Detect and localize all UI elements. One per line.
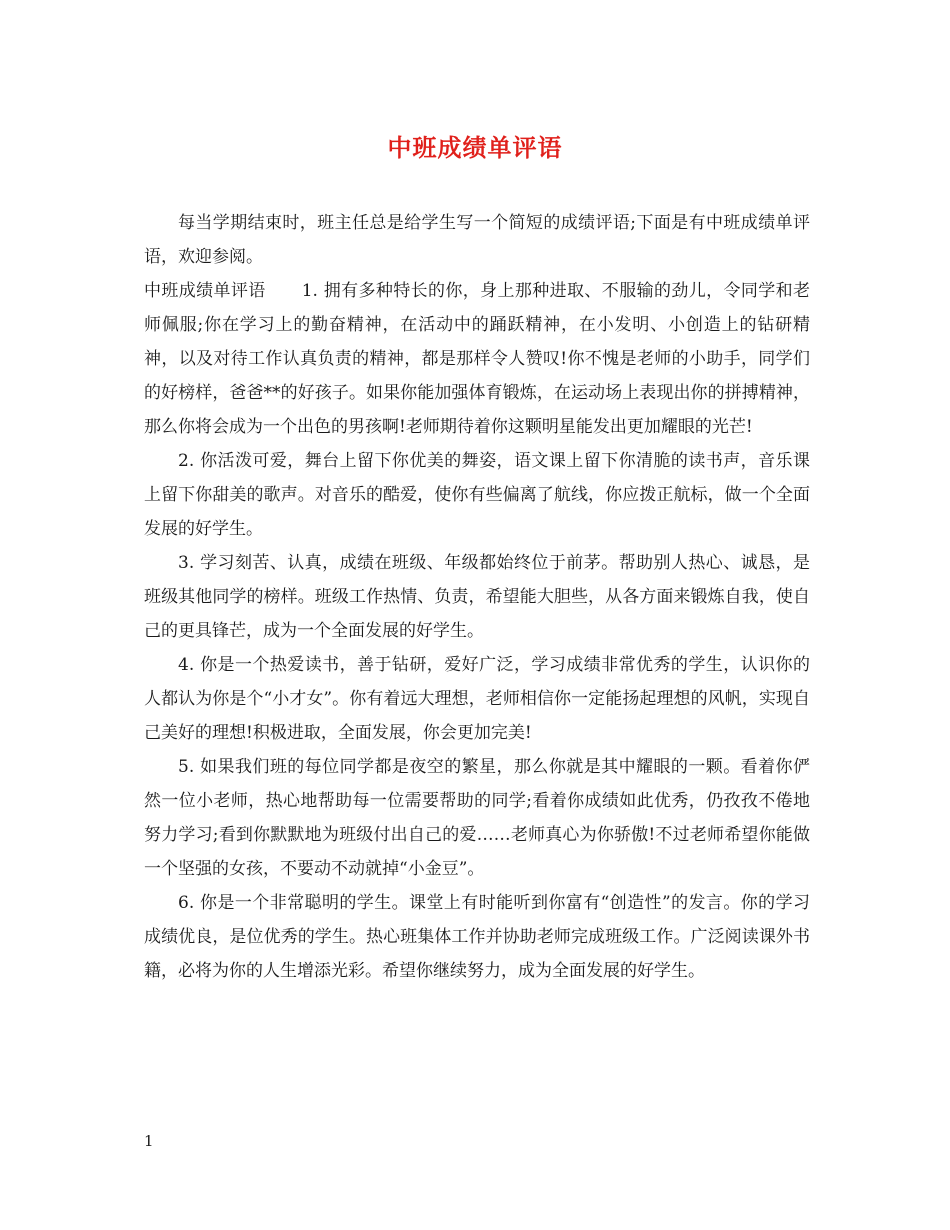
comment-paragraph-6: 6. 你是一个非常聪明的学生。课堂上有时能听到你富有“创造性”的发言。你的学习成绩优良，是位优秀的学生。热心班集体工作并协助老师完成班级工作。广泛阅读课外书籍，必将为你的人生增添光彩。希望你继续努力，成为全面发展的好学生。 xyxy=(144,893,810,981)
section-heading: 中班成绩单评语 xyxy=(144,281,266,301)
comment-paragraph-1 xyxy=(144,274,810,444)
comment-paragraph-2: 2. 你活泼可爱，舞台上留下你优美的舞姿，语文课上留下你清脆的读书声，音乐课上留下你甜美的歌声。对音乐的酷爱，使你有些偏离了航线，你应拨正航标，做一个全面发展的好学生。 xyxy=(144,451,810,539)
intro-paragraph: 每当学期结束时，班主任总是给学生写一个简短的成绩评语;下面是有中班成绩单评语，欢迎参阅。 xyxy=(144,213,810,267)
document-body xyxy=(144,206,810,988)
document-title: 中班成绩单评语 xyxy=(387,133,563,162)
comment-paragraph-3: 3. 学习刻苦、认真，成绩在班级、年级都始终位于前茅。帮助别人热心、诚恳，是班级其他同学的榜样。班级工作热情、负责，希望能大胆些，从各方面来锻炼自我，使自己的更具锋芒，成为一个全面发展的好学生。 xyxy=(144,553,810,641)
comment-paragraph-5: 5. 如果我们班的每位同学都是夜空的繁星，那么你就是其中耀眼的一颗。看着你俨然一位小老师，热心地帮助每一位需要帮助的同学;看着你成绩如此优秀，仍孜孜不倦地努力学习;看到你默默地为班级付出自己的爱……老师真心为你骄傲!不过老师希望你能做一个坚强的女孩，不要动不动就掉“小金豆”。 xyxy=(144,757,810,879)
comment-text-1: 1. 拥有多种特长的你，身上那种进取、不服输的劲儿，令同学和老师佩服;你在学习上的勤奋精神，在活动中的踊跃精神，在小发明、小创造上的钻研精神，以及对待工作认真负责的精神，都是那样令人赞叹!你不愧是老师的小助手，同学们的好榜样，爸爸**的好孩子。如果你能加强体育锻炼，在运动场上表现出你的拼搏精神，那么你将会成为一个出色的男孩啊!老师期待着你这颗明星能发出更加耀眼的光芒! xyxy=(144,281,811,437)
comment-paragraph-4: 4. 你是一个热爱读书，善于钻研，爱好广泛，学习成绩非常优秀的学生，认识你的人都认为你是个“小才女”。你有着远大理想，老师相信你一定能扬起理想的风帆，实现自己美好的理想!积极进取，全面发展，你会更加完美! xyxy=(144,655,810,743)
page-number: 1 xyxy=(144,1132,154,1150)
